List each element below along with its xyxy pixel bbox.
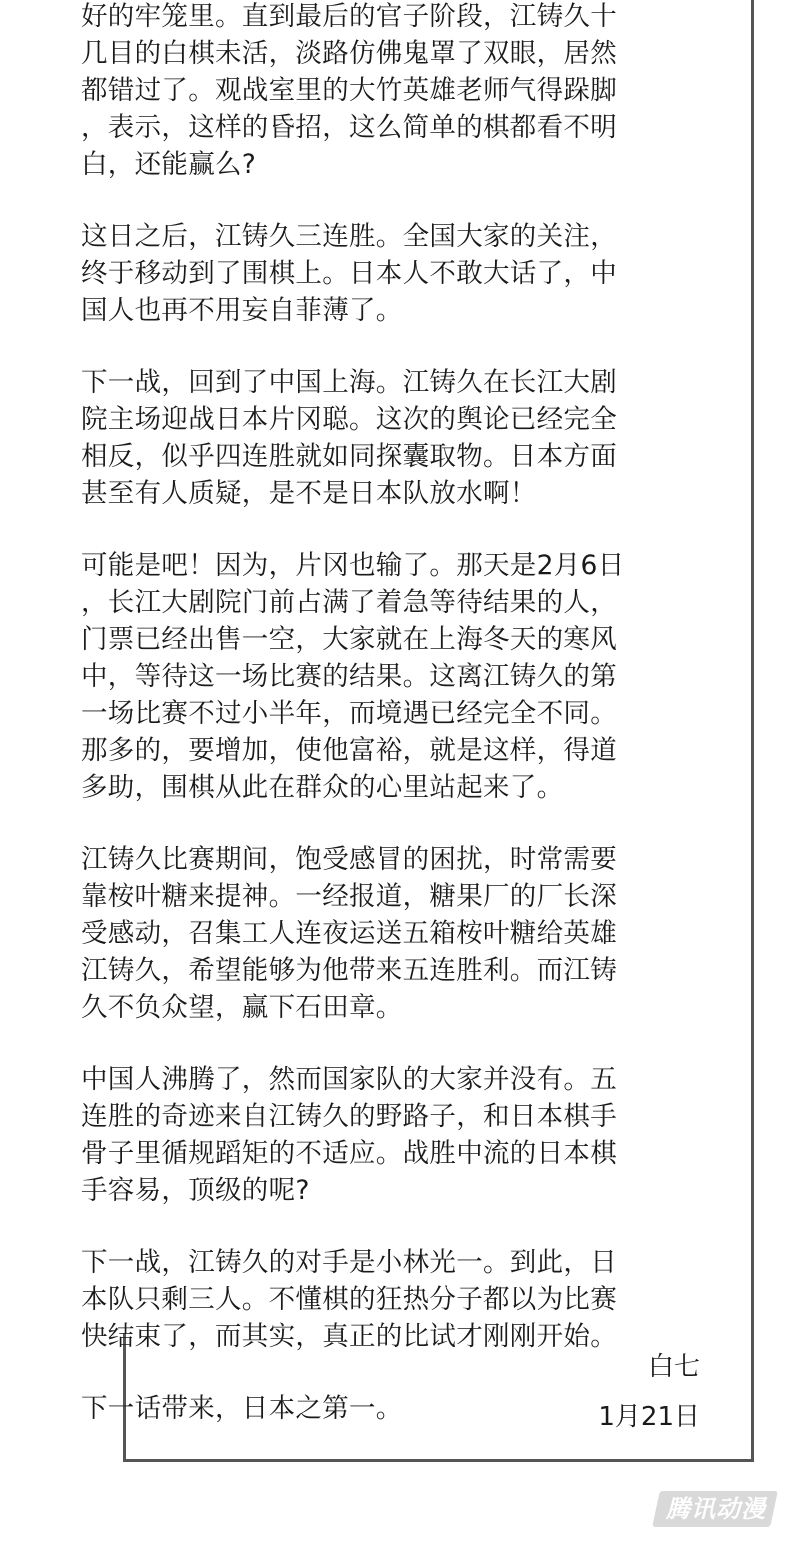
paragraph <box>81 547 731 806</box>
text-line: 好的牢笼里。直到最后的官子阶段，江铸久十 <box>81 1 617 32</box>
text-line: 中，等待这一场比赛的结果。这离江铸久的第 <box>81 661 617 692</box>
text-line: 那多的，要增加，使他富裕，就是这样，得道 <box>81 735 617 766</box>
text-line: 连胜的奇迹来自江铸久的野路子，和日本棋手 <box>81 1101 617 1132</box>
text-line: ，表示，这样的昏招，这么简单的棋都看不明 <box>81 112 617 143</box>
text-line: 下一战，回到了中国上海。江铸久在长江大剧 <box>81 367 617 398</box>
paragraph <box>81 0 731 183</box>
text-line: 一场比赛不过小半年，而境遇已经完全不同。 <box>81 698 617 729</box>
text-line: 终于移动到了围棋上。日本人不敢大话了，中 <box>81 258 617 289</box>
text-line: 都错过了。观战室里的大竹英雄老师气得跺脚 <box>81 75 617 106</box>
text-line: 可能是吧！因为，片冈也输了。那天是2月6日 <box>81 550 625 581</box>
text-line: 中国人沸腾了，然而国家队的大家并没有。五 <box>81 1064 617 1095</box>
text-line: 快结束了，而其实，真正的比试才刚刚开始。 <box>81 1321 617 1352</box>
text-line: 下一话带来，日本之第一。 <box>81 1393 403 1424</box>
text-line: 靠桉叶糖来提神。一经报道，糖果厂的厂长深 <box>81 881 617 912</box>
text-line: 甚至有人质疑，是不是日本队放水啊！ <box>81 478 537 509</box>
text-line: 下一战，江铸久的对手是小林光一。到此，日 <box>81 1247 617 1278</box>
text-line: 几目的白棋未活，淡路仿佛鬼罩了双眼，居然 <box>81 38 617 69</box>
article-body <box>81 0 731 1462</box>
watermark-text: 腾讯动漫 <box>666 1495 766 1523</box>
text-line: 国人也再不用妄自菲薄了。 <box>81 295 403 326</box>
author-name: 白七 <box>647 1352 700 1382</box>
text-line: 本队只剩三人。不懂棋的狂热分子都以为比赛 <box>81 1284 617 1315</box>
text-line: 受感动，召集工人连夜运送五箱桉叶糖给英雄 <box>81 918 617 949</box>
card-right-border <box>751 0 754 1462</box>
text-line: 相反，似乎四连胜就如同探囊取物。日本方面 <box>81 441 617 472</box>
paragraph <box>81 841 731 1026</box>
text-line: 院主场迎战日本片冈聪。这次的舆论已经完全 <box>81 404 617 435</box>
paragraph <box>81 218 731 329</box>
signature-block <box>598 1342 700 1442</box>
paragraph <box>81 1061 731 1209</box>
signature-date: 1月21日 <box>598 1402 700 1432</box>
text-line: 江铸久，希望能够为他带来五连胜利。而江铸 <box>81 955 617 986</box>
text-line: 门票已经出售一空，大家就在上海冬天的寒风 <box>81 624 617 655</box>
text-line: ，长江大剧院门前占满了着急等待结果的人， <box>81 587 617 618</box>
text-line: 骨子里循规蹈矩的不适应。战胜中流的日本棋 <box>81 1138 617 1169</box>
text-line: 多助，围棋从此在群众的心里站起来了。 <box>81 772 564 803</box>
text-line: 久不负众望，赢下石田章。 <box>81 992 403 1023</box>
text-line: 手容易，顶级的呢? <box>81 1175 310 1206</box>
text-line: 江铸久比赛期间，饱受感冒的困扰，时常需要 <box>81 844 617 875</box>
text-line: 白，还能赢么? <box>81 149 257 180</box>
paragraph <box>81 364 731 512</box>
text-line: 这日之后，江铸久三连胜。全国大家的关注， <box>81 221 617 252</box>
paragraph <box>81 1244 731 1355</box>
